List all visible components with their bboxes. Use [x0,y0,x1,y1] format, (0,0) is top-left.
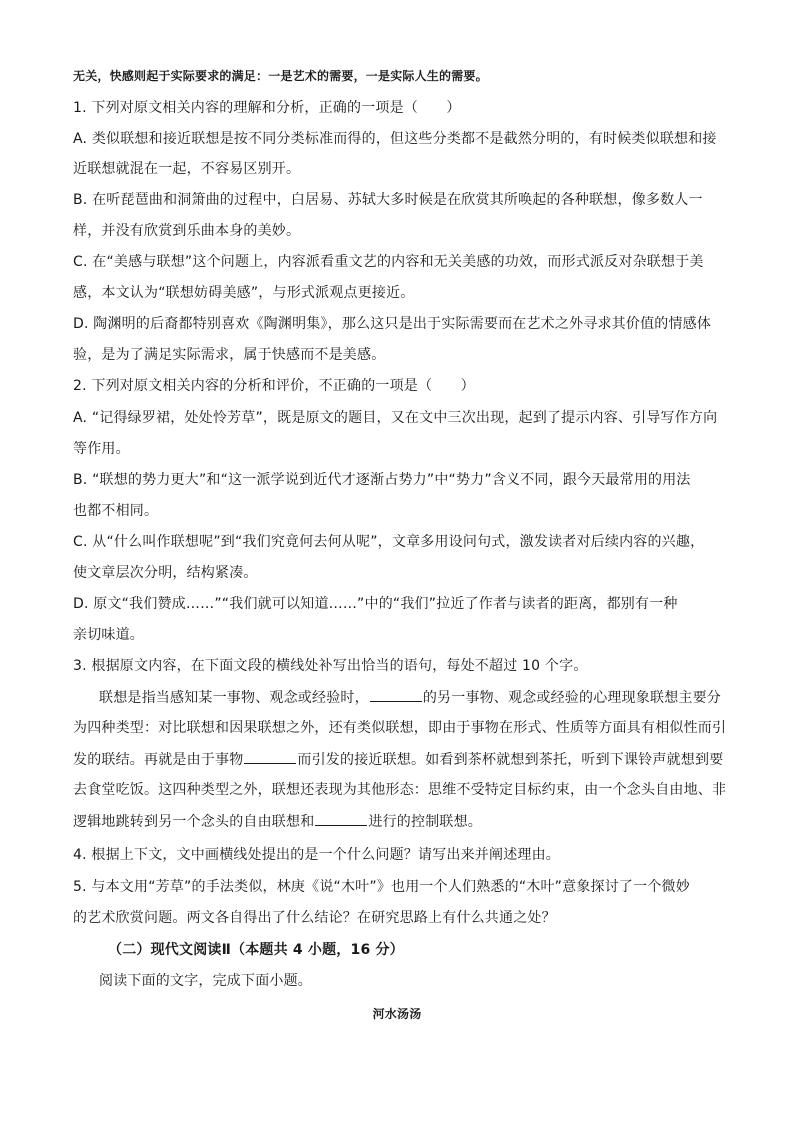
intro-tail-text: 无关，快感则起于实际要求的满足：一是艺术的需要，一是实际人生的需要。 [73,69,488,83]
q2-option-c-line1: C. 从“什么叫作联想呢”到“我们究竟何去何从呢”，文章多用设问句式，激发读者对后续内容的兴趣， [73,534,705,550]
q3-text: 的另一事物、观念或经验的心理现象联想主要分 [422,690,722,706]
q4-stem: 4. 根据上下文，文中画横线处提出的是一个什么问题？请写出来并阐述理由。 [73,847,561,863]
q5-stem-line1: 5. 与本文用“芳草”的手法类似，林庚《说“木叶”》也用一个人们熟悉的“木叶”意象探讨了一个微妙 [73,879,690,895]
q2-option-a-line2: 等作用。 [73,441,130,457]
q2-option-d-line1: D. 原文“我们赞成……”“我们就可以知道……”中的“我们”拉近了作者与读者的距离，都别有一种 [73,596,678,612]
q1-stem: 1. 下列对原文相关内容的理解和分析，正确的一项是（ ） [73,100,461,116]
q2-option-a-line1: A. “记得绿罗裙，处处怜芳草”，既是原文的题目，又在文中三次出现，起到了提示内容、引导写作方向 [73,410,718,426]
q3-passage-line4: 去食堂吃饭。这四种类型之外，联想还表现为其他形态：思维不受特定目标约束，由一个念头自由地、非 [73,782,727,798]
q3-text: 联想是指当感知某一事物、观念或经验时， [99,690,369,706]
answer-blank-2[interactable] [244,749,296,764]
q2-stem: 2. 下列对原文相关内容的分析和评价，不正确的一项是（ ） [73,378,475,394]
answer-blank-3[interactable] [315,811,367,826]
q2-option-c-line2: 使文章层次分明，结构紧凑。 [73,565,258,581]
q1-option-b-line2: 样，并没有欣赏到乐曲本身的美妙。 [73,223,301,239]
q3-text: 发的联结。再就是由于事物 [73,752,244,768]
q2-option-d-line2: 亲切味道。 [73,627,144,643]
q3-text: 而引发的接近联想。如看到茶杯就想到茶托，听到下课铃声就想到要 [297,752,724,768]
q3-stem: 3. 根据原文内容，在下面文段的横线处补写出恰当的语句，每处不超过 10 个字。 [73,658,588,674]
answer-blank-1[interactable] [370,687,422,702]
q5-stem-line2: 的艺术欣赏问题。两文各自得出了什么结论？在研究思路上有什么共通之处？ [73,910,556,926]
q3-passage-line5 [73,811,723,832]
q1-option-a-line2: 近联想就混在一起，不容易区别开。 [73,161,301,177]
q2-option-b-line2: 也都不相同。 [73,503,159,519]
q1-option-c-line1: C. 在“美感与联想”这个问题上，内容派看重文艺的内容和无关美感的功效，而形式派反对杂联想于美 [73,254,704,270]
section-heading: （二）现代文阅读Ⅱ（本题共 4 小题，16 分） [108,942,404,958]
q1-option-d-line2: 验，是为了满足实际需求，属于快感而不是美感。 [73,347,386,363]
q2-option-b-line1: B. “联想的势力更大”和“这一派学说到近代才逐渐占势力”中“势力”含义不同，跟今天最常用的用法 [73,472,691,488]
q1-option-a-line1: A. 类似联想和接近联想是按不同分类标准而得的，但这些分类都不是截然分明的，有时候类似联想和接 [73,131,717,147]
q1-option-c-line2: 感，本文认为“联想妨碍美感”，与形式派观点更接近。 [73,285,415,301]
q3-passage-line2: 为四种类型：对比联想和因果联想之外，还有类似联想，即由于事物在形式、性质等方面具有相似性而引 [73,720,727,736]
q3-passage-line1 [99,687,723,708]
section-instruction: 阅读下面的文字，完成下面小题。 [99,973,312,989]
story-title: 河水汤汤 [372,1007,422,1021]
q3-passage-line3 [73,749,723,770]
q3-text: 逻辑地跳转到另一个念头的自由联想和 [73,814,315,830]
q1-option-d-line1: D. 陶渊明的后裔都特别喜欢《陶渊明集》，那么这只是出于实际需要而在艺术之外寻求其价值的情感体 [73,316,712,332]
q3-text: 进行的控制联想。 [368,814,483,830]
q1-option-b-line1: B. 在听琵琶曲和洞箫曲的过程中，白居易、苏轼大多时候是在欣赏其所唤起的各种联想，像多数人一 [73,192,703,208]
